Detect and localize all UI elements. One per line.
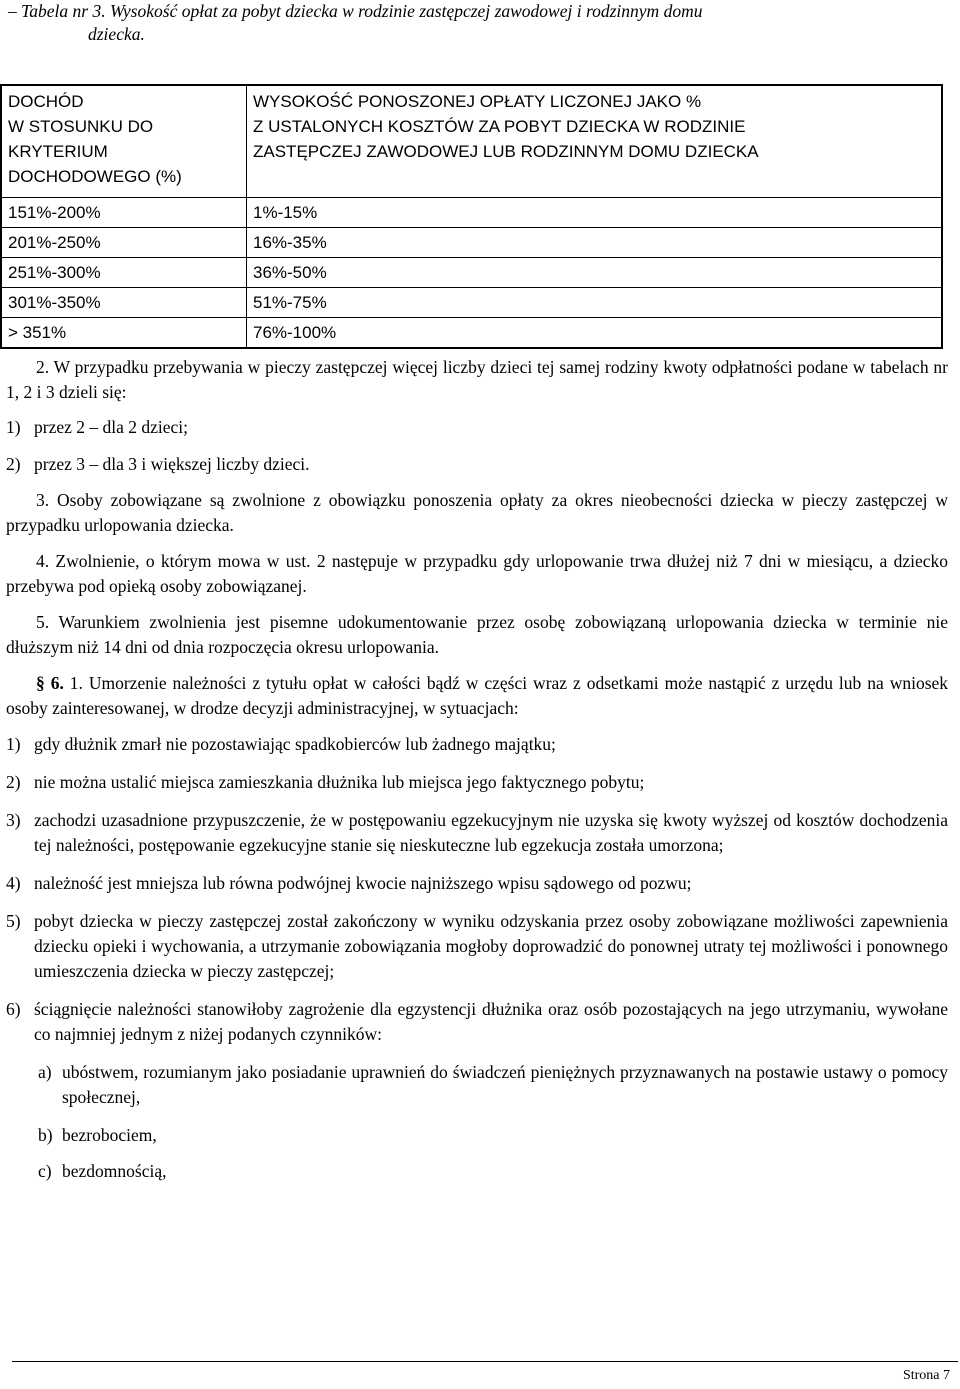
list-item xyxy=(6,415,948,440)
list-item xyxy=(6,732,948,757)
table-row xyxy=(1,318,942,349)
cell-income: 301%-350% xyxy=(1,288,247,318)
caption-line-1: – Tabela nr 3. Wysokość opłat za pobyt dziecka w rodzinie zastępczej zawodowej i rodzinnym domu xyxy=(8,1,703,21)
document-body xyxy=(6,355,948,1184)
cell-income: 151%-200% xyxy=(1,198,247,228)
sub-list-item xyxy=(6,1123,948,1148)
sub-list-item-text: ubóstwem, rozumianym jako posiadanie uprawnień do świadczeń pieniężnych przyznawanych na postawie ustawy o pomocy społecznej, xyxy=(62,1062,948,1107)
list-item xyxy=(6,770,948,795)
table-header-row xyxy=(1,85,942,198)
footer-divider xyxy=(12,1361,958,1362)
list-item-text: pobyt dziecka w pieczy zastępczej został zakończony w wyniku odzyskania przez osoby zobowiązane możliwości zapewnienia dziecku opieki i wychowania, a utrzymanie zobowiązania mogłoby doprowadzić do ponownej utraty tej możliwości i ponownego umieszczenia dziecka w pieczy zastępczej; xyxy=(34,911,948,981)
cell-fee: 76%-100% xyxy=(247,318,943,349)
sub-list-item-letter: c) xyxy=(38,1161,52,1181)
list-item-text: ściągnięcie należności stanowiłoby zagrożenie dla egzystencji dłużnika oraz osób pozostających na jego utrzymaniu, wywołane co najmniej jednym z niżej podanych czynników: xyxy=(34,999,948,1044)
list-item-number: 2) xyxy=(6,454,21,474)
list-item xyxy=(6,997,948,1047)
list-item-number: 2) xyxy=(6,772,21,792)
list-item-number: 4) xyxy=(6,873,21,893)
list-item xyxy=(6,871,948,896)
list-item-text: przez 3 – dla 3 i większej liczby dzieci. xyxy=(34,454,310,474)
sub-list-item-text: bezrobociem, xyxy=(62,1125,157,1145)
list-item xyxy=(6,808,948,858)
cell-fee: 36%-50% xyxy=(247,258,943,288)
table-row xyxy=(1,198,942,228)
list-item-number: 5) xyxy=(6,911,21,931)
paragraph-mark: § 6. xyxy=(36,673,64,693)
list-item-text: gdy dłużnik zmarł nie pozostawiając spadkobierców lub żadnego majątku; xyxy=(34,734,556,754)
sub-list-item-text: bezdomnością, xyxy=(62,1161,167,1181)
sub-list-item xyxy=(6,1159,948,1184)
cell-fee: 16%-35% xyxy=(247,228,943,258)
cell-fee: 1%-15% xyxy=(247,198,943,228)
cell-income: 201%-250% xyxy=(1,228,247,258)
section-2: 2. W przypadku przebywania w pieczy zastępczej więcej liczby dzieci tej samej rodziny kwoty odpłatności podane w tabelach nr 1, 2 i 3 dzieli się: xyxy=(6,357,948,402)
header-fee-text: WYSOKOŚĆ PONOSZONEJ OPŁATY LICZONEJ JAKO % Z USTALONYCH KOSZTÓW ZA POBYT DZIECKA W RODZINIE ZASTĘPCZEJ ZAWODOWEJ LUB RODZINNYM DOMU DZIECKA xyxy=(253,92,759,161)
list-item-text: przez 2 – dla 2 dzieci; xyxy=(34,417,189,437)
sub-list-item xyxy=(6,1060,948,1110)
section-5: 5. Warunkiem zwolnienia jest pisemne udokumentowanie przez osobę zobowiązaną urlopowania dziecka w terminie nie dłuższym niż 14 dni od dnia rozpoczęcia okresu urlopowania. xyxy=(6,612,948,657)
table-row xyxy=(1,258,942,288)
header-income xyxy=(1,85,247,198)
header-fee xyxy=(247,85,943,198)
section-4: 4. Zwolnienie, o którym mowa w ust. 2 następuje w przypadku gdy urlopowanie trwa dłużej niż 7 dni w miesiącu, a dziecko przebywa pod opieką osoby zobowiązanej. xyxy=(6,551,948,596)
list-item-number: 3) xyxy=(6,810,21,830)
cell-income: > 351% xyxy=(1,318,247,349)
sub-list-item-letter: a) xyxy=(38,1062,52,1082)
table-caption xyxy=(0,0,952,46)
list-item-text: nie można ustalić miejsca zamieszkania dłużnika lub miejsca jego faktycznego pobytu; xyxy=(34,772,645,792)
table-row xyxy=(1,228,942,258)
sub-list-item-letter: b) xyxy=(38,1125,53,1145)
list-item-text: zachodzi uzasadnione przypuszczenie, że w postępowaniu egzekucyjnym nie uzyska się kwoty wyższej od kosztów dochodzenia tej należności, postępowanie egzekucyjne stanie się nieskuteczne lub egzekucja została umorzona; xyxy=(34,810,948,855)
fee-table xyxy=(0,84,943,349)
list-item-number: 1) xyxy=(6,417,21,437)
page-number: Strona 7 xyxy=(902,1368,950,1383)
list-item xyxy=(6,909,948,984)
header-income-text: DOCHÓD W STOSUNKU DO KRYTERIUM DOCHODOWEGO (%) xyxy=(8,92,182,186)
list-item-text: należność jest mniejsza lub równa podwójnej kwocie najniższego wpisu sądowego od pozwu; xyxy=(34,873,692,893)
section-3: 3. Osoby zobowiązane są zwolnione z obowiązku ponoszenia opłaty za okres nieobecności dziecka w pieczy zastępczej w przypadku urlopowania dziecka. xyxy=(6,490,948,535)
list-item xyxy=(6,452,948,477)
section-6 xyxy=(6,671,948,721)
section-6-text: 1. Umorzenie należności z tytułu opłat w całości bądź w części wraz z odsetkami może nastąpić z urzędu lub na wniosek osoby zainteresowanej, w drodze decyzji administracyjnej, w sytuacjach: xyxy=(6,673,949,718)
list-item-number: 6) xyxy=(6,999,21,1019)
cell-fee: 51%-75% xyxy=(247,288,943,318)
cell-income: 251%-300% xyxy=(1,258,247,288)
list-item-number: 1) xyxy=(6,734,21,754)
table-row xyxy=(1,288,942,318)
caption-line-2: dziecka. xyxy=(88,24,145,44)
